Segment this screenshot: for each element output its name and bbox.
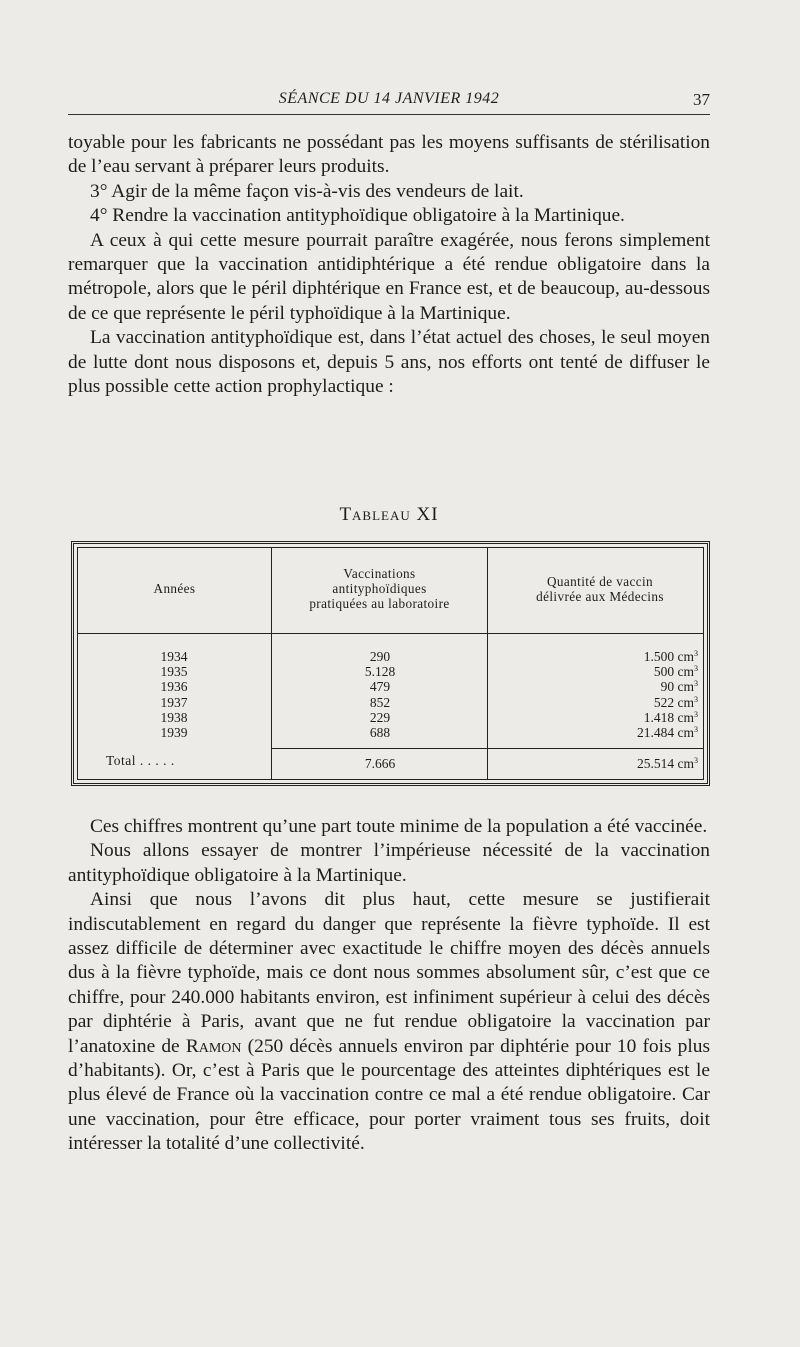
- header-quantity: Quantité de vaccin délivrée aux Médecins: [536, 574, 664, 604]
- year-cell: 1938: [160, 709, 188, 725]
- quantity-cell: 1.418 $cm^3$: [643, 709, 698, 725]
- upper-text: [68, 131, 710, 399]
- paragraph-necessity: Nous allons essayer de montrer l’impérieuse nécessité de la vaccination antityphoïdique obligatoire à la Martinique.: [68, 840, 710, 886]
- years-column: [144, 649, 204, 740]
- paragraph-item-4: 4° Rendre la vaccination antityphoïdique obligatoire à la Martinique.: [90, 205, 625, 227]
- vaccination-cell: 688: [369, 725, 391, 741]
- author-name: Ramon: [185, 1035, 242, 1057]
- table-title: Tableau XI: [339, 504, 439, 525]
- vaccination-cell: 5.128: [364, 664, 396, 680]
- total-label: Total . . . . .: [106, 753, 175, 768]
- page-number: 37: [693, 90, 710, 109]
- table-inner: [77, 547, 704, 780]
- page-header: [68, 88, 710, 115]
- lower-text: [68, 815, 710, 1157]
- vaccination-cell: 229: [369, 709, 391, 725]
- paragraph-continuation: toyable pour les fabricants ne possédant pas les moyens suffisants de stérilisation de l’eau servant à préparer leurs produits.: [68, 132, 710, 178]
- vaccination-cell: 852: [369, 694, 391, 710]
- paragraph-body: Ainsi que nous l’avons dit plus haut, cette mesure se justifierait indiscutablement en regard du danger que représente la fièvre typhoïde. Il est assez difficile de déterminer avec exactitude le chiffre moyen des décès annuels dus à la fièvre typhoïde, mais ce dont nous sommes absolument sûr, c’est que ce chiffre, pour 240.000 habitants environ, est infiniment supérieur à celui des décès par diphtérie à Paris, avant que ne fut rendue obligatoire la vaccination par l’anatoxine de Ramon (250 décès annuels environ par diphtérie pour 10 fois plus d’habitants). Or, c’est à Paris que le pourcentage des atteintes diphtériques est le plus élevé de France où la vaccination contre ce mal a été rendue obligatoire. Car une vaccination, pour être efficace, pour porter vraiment tous ses fruits, doit intéresser la totalité d’une collectivité.: [68, 889, 710, 1155]
- total-quantity: 25.514 $cm^3$: [637, 756, 698, 771]
- year-cell: 1937: [160, 694, 188, 710]
- vaccination-cell: 479: [369, 679, 391, 695]
- year-cell: 1935: [160, 664, 188, 680]
- quantity-column: [488, 649, 698, 740]
- total-divider: [272, 748, 703, 749]
- paragraph-item-3: 3° Agir de la même façon vis-à-vis des vendeurs de lait.: [90, 180, 524, 202]
- quantity-cell: 522 $cm^3$: [653, 694, 698, 710]
- running-title: SÉANCE DU 14 JANVIER 1942: [278, 90, 500, 107]
- year-cell: 1934: [160, 649, 188, 664]
- header-divider: [78, 633, 703, 634]
- year-cell: 1936: [160, 679, 188, 695]
- year-cell: 1939: [160, 725, 188, 741]
- paragraph-argument: A ceux à qui cette mesure pourrait paraître exagérée, nous ferons simplement remarquer que la vaccination antidiphtérique a été rendue obligatoire dans la métropole, alors que le péril diphtérique en France est, et de beaucoup, au-dessous de ce que représente le péril typhoïdique à la Martinique.: [68, 229, 710, 324]
- paragraph-comment: Ces chiffres montrent qu’une part toute minime de la population a été vaccinée.: [90, 816, 708, 837]
- quantity-cell: 500 $cm^3$: [653, 664, 698, 680]
- header-vaccinations: Vaccinations antityphoïdiques pratiquées au laboratoire: [309, 566, 450, 611]
- vaccinations-column: [272, 649, 488, 740]
- paragraph-intro-table: La vaccination antityphoïdique est, dans l’état actuel des choses, le seul moyen de lutte dont nous disposons et, depuis 5 ans, nos efforts ont tenté de diffuser le plus possible cette action prophylactique :: [68, 327, 710, 398]
- quantity-cell: 90 $cm^3$: [660, 679, 698, 695]
- quantity-cell: 1.500 $cm^3$: [643, 649, 698, 664]
- header-years: Années: [153, 581, 196, 596]
- data-table: [71, 541, 710, 786]
- vaccination-cell: 290: [369, 649, 391, 664]
- total-vaccinations: 7.666: [364, 756, 396, 771]
- quantity-cell: 21.484 $cm^3$: [637, 725, 698, 741]
